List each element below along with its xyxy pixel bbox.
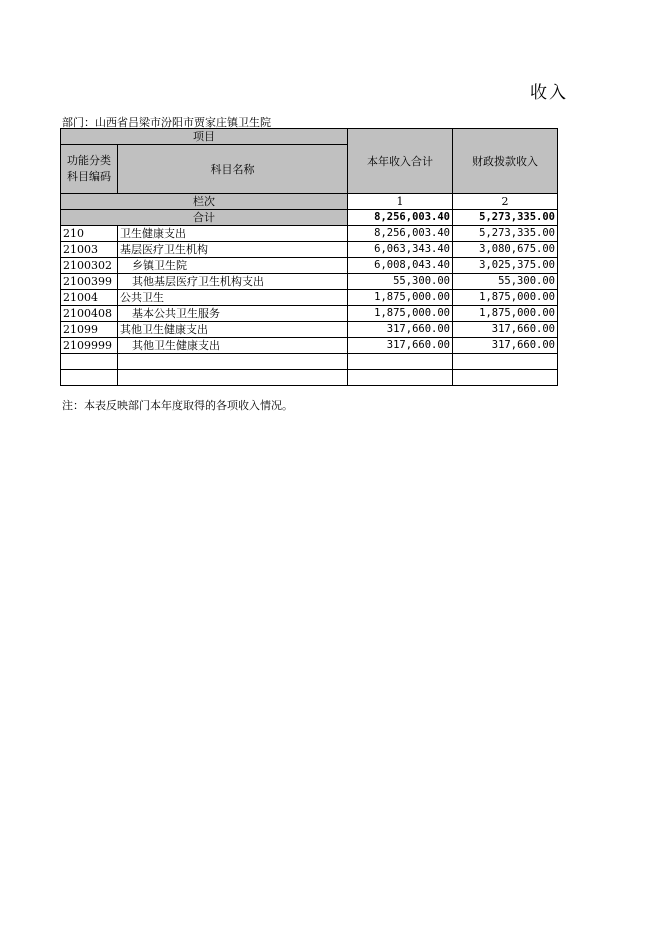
subject-name-cell: 基层医疗卫生机构 [118,242,348,258]
sum-total: 8,256,003.40 [348,210,453,226]
subject-name-cell: 基本公共卫生服务 [118,306,348,322]
subject-name-cell: 其他卫生健康支出 [118,322,348,338]
total-income-cell: 1,875,000.00 [348,290,453,306]
fiscal-income-cell: 55,300.00 [453,274,558,290]
table-row [61,370,558,386]
subject-name-cell [118,370,348,386]
subject-code-cell: 21003 [61,242,118,258]
total-income-cell: 6,008,043.40 [348,258,453,274]
table-row [61,274,558,290]
header-fiscal-income: 财政拨款收入 [453,129,558,194]
header-row-project [61,129,558,145]
table-row [61,338,558,354]
subject-code-cell: 21004 [61,290,118,306]
fiscal-income-cell: 1,875,000.00 [453,306,558,322]
total-income-cell: 8,256,003.40 [348,226,453,242]
total-income-cell: 317,660.00 [348,338,453,354]
subject-code-cell: 210 [61,226,118,242]
sum-row [61,210,558,226]
header-project: 项目 [61,129,348,145]
subject-code-cell: 2100399 [61,274,118,290]
table-row [61,258,558,274]
fiscal-income-cell [453,354,558,370]
fiscal-income-cell: 3,080,675.00 [453,242,558,258]
header-total-income: 本年收入合计 [348,129,453,194]
table-row [61,242,558,258]
fiscal-income-cell: 3,025,375.00 [453,258,558,274]
total-income-cell: 317,660.00 [348,322,453,338]
column-no-2: 2 [453,194,558,210]
total-income-cell: 1,875,000.00 [348,306,453,322]
total-income-cell [348,354,453,370]
table-row [61,290,558,306]
header-column-no: 栏次 [61,194,348,210]
header-subject-name: 科目名称 [118,145,348,194]
income-table-body [61,129,558,386]
fiscal-income-cell: 317,660.00 [453,338,558,354]
header-function-code: 功能分类科目编码 [61,145,118,194]
total-income-cell: 6,063,343.40 [348,242,453,258]
footnote: 注：本表反映部门本年度取得的各项收入情况。 [62,399,293,412]
column-no-1: 1 [348,194,453,210]
total-income-cell: 55,300.00 [348,274,453,290]
department-label: 部门：山西省吕梁市汾阳市贾家庄镇卫生院 [62,116,271,129]
subject-code-cell: 2100302 [61,258,118,274]
subject-name-cell: 公共卫生 [118,290,348,306]
total-income-cell [348,370,453,386]
table-row [61,354,558,370]
subject-name-cell: 其他基层医疗卫生机构支出 [118,274,348,290]
table-row [61,306,558,322]
subject-code-cell [61,354,118,370]
report-title: 收入 [530,83,568,103]
table-row [61,322,558,338]
subject-code-cell: 2109999 [61,338,118,354]
fiscal-income-cell [453,370,558,386]
table-row [61,226,558,242]
subject-name-cell: 乡镇卫生院 [118,258,348,274]
sum-label: 合计 [61,210,348,226]
column-number-row [61,194,558,210]
subject-code-cell [61,370,118,386]
fiscal-income-cell: 5,273,335.00 [453,226,558,242]
subject-name-cell: 卫生健康支出 [118,226,348,242]
subject-code-cell: 21099 [61,322,118,338]
subject-name-cell [118,354,348,370]
fiscal-income-cell: 317,660.00 [453,322,558,338]
sum-fiscal: 5,273,335.00 [453,210,558,226]
fiscal-income-cell: 1,875,000.00 [453,290,558,306]
subject-code-cell: 2100408 [61,306,118,322]
income-table [60,128,558,386]
subject-name-cell: 其他卫生健康支出 [118,338,348,354]
